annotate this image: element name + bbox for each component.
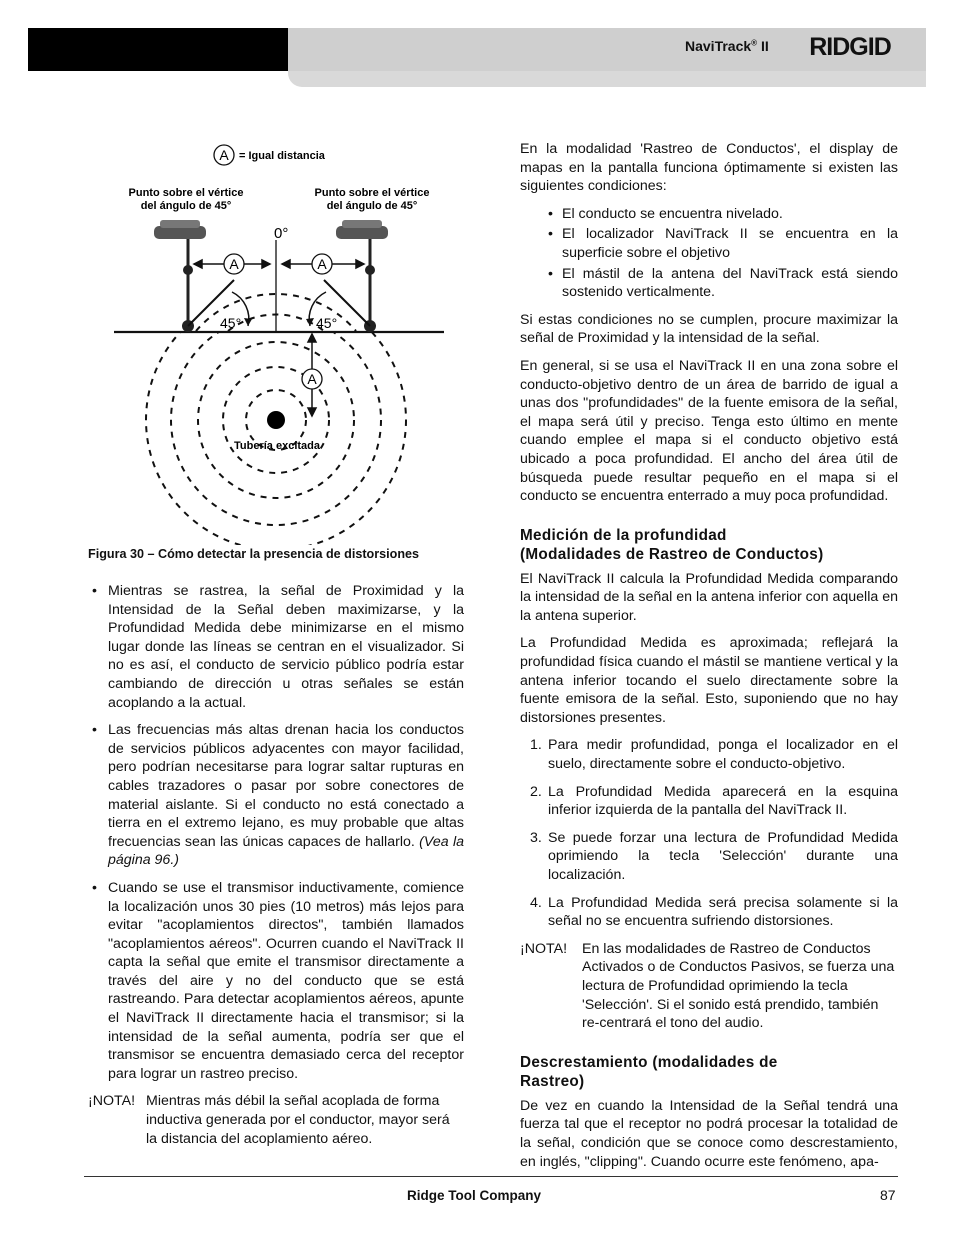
list-item: • El conducto se encuentra nivelado. xyxy=(520,205,898,224)
depth-a: A xyxy=(307,371,317,387)
list-item: • Mientras se rastrea, la señal de Proximidad y la Intensidad de la Señal deben maximizarse, y la Profundidad Medida debe minimizarse en el mismo lugar donde las líneas se centran en el visualizador. Si no es así, el conducto de servicio público podría estar cambiando de dirección u otras señales se están acoplando a la actual. xyxy=(88,582,464,712)
note-right xyxy=(520,940,898,1033)
note-label: ¡NOTA! xyxy=(520,940,568,957)
conditions-list xyxy=(520,205,898,302)
list-item: • Las frecuencias más altas drenan hacia los conductos de servicios públicos adyacentes con mayor facilidad, pero podrían necesitarse para lograr saltar rupturas en cables trazadores o pasar por sobre conectores de material aislante. Si el conducto no está conectado a tierra en el extremo lejano, es muy probable que altas frecuencias sean las únicas capaces de hallarlo. (Vea la página 96.) xyxy=(88,721,464,870)
distortion-tips-list xyxy=(88,582,464,1083)
footer-rule xyxy=(84,1176,898,1177)
list-item: 1. Para medir profundidad, ponga el localizador en el suelo, directamente sobre el conducto-objetivo. xyxy=(530,737,898,773)
depth-heading: Medición de la profundidad (Modalidades de Rastreo de Conductos) xyxy=(520,526,824,563)
note-text: Mientras más débil la señal acoplada de forma inductiva generada por el conductor, mayor será la distancia del acoplamiento aéreo. xyxy=(146,1093,450,1147)
list-item: 4. La Profundidad Medida será precisa solamente si la señal no se encuentra sufriendo distorsiones. xyxy=(530,894,898,930)
ridgid-logo xyxy=(798,34,902,60)
distortion-figure xyxy=(100,140,460,545)
map-intro: En la modalidad 'Rastreo de Conductos', el display de mapas en la pantalla funciona óptimamente si existen las siguientes condiciones: xyxy=(520,141,898,195)
depth-paragraph-2: La Profundidad Medida es aproximada; reflejará la profundidad física cuando el mástil se mantiene vertical y la antena inferior tocando el suelo directamente sobre la fuente emisora de la señal. Esto, suponiendo que no hay distorsiones presentes. xyxy=(520,635,898,726)
footer-company: Ridge Tool Company xyxy=(407,1188,541,1203)
list-item: 2. La Profundidad Medida aparecerá en la esquina inferior izquierda de la pantalla del NaviTrack II. xyxy=(530,783,898,819)
distance-a-left: A xyxy=(229,256,239,272)
general-paragraph: En general, si se usa el NaviTrack II en una zona sobre el conducto-objetivo dentro de un área de barrido de igual a unas dos "profundidades" de la fuente emisora de la señal, el mapa será útil y preciso. Tenga esto último en mente cuando emplee el mapa si el conducto objetivo está ubicado a poca profundidad. El ancho del área útil de búsqueda puede resultar pequeño en el mapa si el conducto se encuentra enterrado a muy poca profundidad. xyxy=(520,357,898,505)
clipping-heading: Descrestamiento (modalidades de Rastreo) xyxy=(520,1053,778,1090)
note-label: ¡NOTA! xyxy=(88,1093,136,1110)
legend-letter: A xyxy=(219,147,229,163)
maximize-paragraph: Si estas condiciones no se cumplen, procure maximizar la señal de Proximidad y la intensidad de la señal. xyxy=(520,311,898,347)
right-column xyxy=(520,140,898,1180)
product-title: NaviTrack® II xyxy=(685,38,769,54)
figure-caption: Figura 30 – Cómo detectar la presencia de distorsiones xyxy=(88,547,420,561)
depth-paragraph-1: El NaviTrack II calcula la Profundidad Medida comparando la intensidad de la señal en la antena inferior con aquella en la antena superior. xyxy=(520,570,898,624)
clipping-paragraph: De vez en cuando la Intensidad de la Señal tendrá una fuerza tal que el receptor no podrá procesar la totalidad de la señal, condición que se conoce como descrestamiento, en inglés, "clipping". Cuando ocurre este fenómeno, apa- xyxy=(520,1097,898,1170)
left-column xyxy=(88,582,464,1157)
note-left xyxy=(88,1092,464,1148)
depth-steps xyxy=(520,736,898,930)
angle-label-right: 45° xyxy=(316,315,338,331)
label-left-line2: del ángulo de 45° xyxy=(140,200,232,212)
label-right-line2: del ángulo de 45° xyxy=(326,200,418,212)
label-left-line1: Punto sobre el vértice xyxy=(128,187,244,199)
pipe-label: Tubería excitada xyxy=(234,440,320,452)
list-item: • El localizador NaviTrack II se encuentra en la superficie sobre el objetivo xyxy=(520,225,898,262)
note-text: En las modalidades de Rastreo de Conductos Activados o de Conductos Pasivos, se fuerza una lectura de Profundidad oprimiendo la tecla 'Selección'. Si el sonido está prendido, también re-centrará el tono del audio. xyxy=(582,940,895,1032)
list-item: • Cuando se use el transmisor inductivamente, comience la localización unos 30 pies (10 metros) más lejos para evitar "acoplamientos directos", también llamados "acoplamientos aéreos". Ocurren cuando el NaviTrack II capta la señal que emite el transmisor directamente a través del aire y no del conducto que se está rastreando. Para detectar acoplamientos aéreos, apunte el NaviTrack II directamente hacia el transmisor; si la intensidad de la señal aumenta, podría ser que el transmisor se encuentra demasiado cerca del receptor para lograr un rastreo preciso. xyxy=(88,879,464,1084)
distance-a-right: A xyxy=(317,256,327,272)
list-item: • El mástil de la antena del NaviTrack está siendo sostenido verticalmente. xyxy=(520,265,898,302)
label-right-line1: Punto sobre el vértice xyxy=(314,187,430,199)
zero-degree-label: 0° xyxy=(274,225,289,242)
legend-text: = Igual distancia xyxy=(239,150,325,162)
header-gray-tab xyxy=(288,71,926,87)
page-number: 87 xyxy=(880,1187,896,1203)
header-black-bar xyxy=(28,28,290,71)
angle-label-left: 45° xyxy=(220,315,242,331)
svg-text:RIDGID: RIDGID xyxy=(809,34,891,60)
pipe-dot xyxy=(267,411,285,429)
list-item: 3. Se puede forzar una lectura de Profundidad Medida oprimiendo la tecla 'Selección' durante una localización. xyxy=(530,829,898,883)
